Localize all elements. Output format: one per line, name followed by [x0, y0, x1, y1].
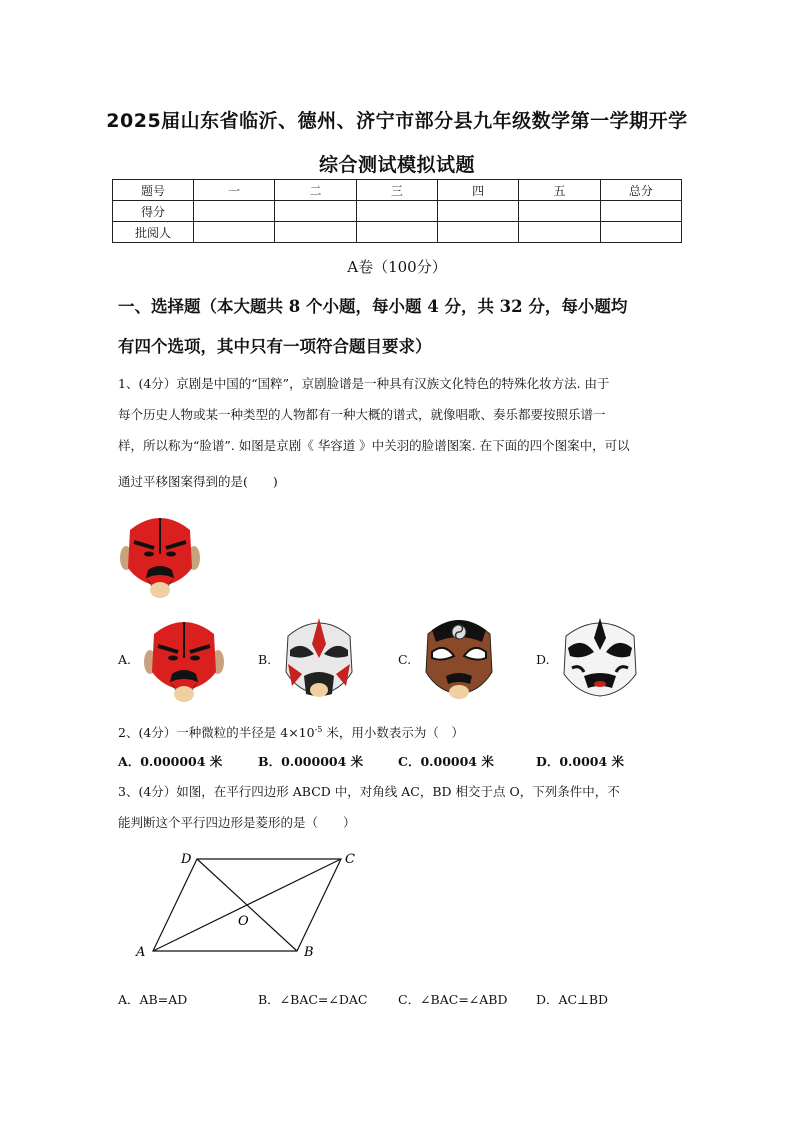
score-table-header	[113, 180, 682, 201]
vertex-label-c: C	[345, 852, 355, 867]
q1-line-2: 每个历史人物或某一种类型的人物都有一种大概的谱式，就像唱歌、奏乐都要按照乐谱一	[118, 407, 606, 422]
q1-option-b-label: B.	[258, 652, 272, 667]
title-line-1: 2025届山东省临沂、德州、济宁市部分县九年级数学第一学期开学	[106, 110, 688, 132]
table-cell: 五	[519, 180, 600, 201]
q2-option-b-text: B．0.000004 米	[258, 754, 364, 769]
table-row	[113, 222, 682, 243]
q1-option-d-mask-image[interactable]	[560, 614, 640, 702]
table-cell	[356, 222, 437, 243]
q2-option-a[interactable]	[118, 752, 222, 770]
table-cell	[437, 201, 518, 222]
table-cell: 批阅人	[113, 222, 194, 243]
reference-mask-image	[118, 508, 202, 600]
table-cell: 得分	[113, 201, 194, 222]
q2-option-b[interactable]	[258, 752, 363, 770]
diagonal-bd	[197, 859, 297, 951]
q1-option-c-label: C.	[398, 652, 412, 667]
table-cell	[437, 222, 518, 243]
table-cell	[194, 222, 275, 243]
q3-line-1: 3、(4分）如图，在平行四边形 ABCD 中，对角线 AC，BD 相交于点 O，下列条件中，不	[118, 784, 620, 799]
part1-heading-line-1: 一、选择题（本大题共 8 个小题，每小题 4 分，共 32 分，每小题均	[118, 297, 628, 316]
q2-text-before: 2、(4分）一种微粒的半径是 4×10	[118, 725, 315, 741]
q1-option-d-label: D.	[536, 652, 550, 667]
score-table	[112, 179, 682, 243]
q3-option-d[interactable]: D．AC⊥BD	[536, 992, 609, 1007]
q1-line-4: 通过平移图案得到的是( )	[118, 474, 278, 489]
q2-exponent: -5	[314, 725, 323, 734]
vertex-label-a: A	[136, 945, 146, 960]
table-cell	[275, 222, 356, 243]
q2-text-after: 米，用小数表示为（ ）	[322, 725, 464, 741]
q1-option-b-mask-image[interactable]	[282, 614, 356, 700]
q2-option-c-text: C．0.00004 米	[398, 754, 494, 769]
q3-line-2: 能判断这个平行四边形是菱形的是（ ）	[118, 815, 356, 830]
table-cell: 二	[275, 180, 356, 201]
table-cell: 三	[356, 180, 437, 201]
q2-option-a-text: A．0.000004 米	[118, 754, 223, 769]
intersection-label-o: O	[238, 914, 249, 929]
q2-question	[118, 714, 684, 748]
q1-option-c-mask-image[interactable]	[422, 612, 496, 704]
vertex-label-d: D	[181, 852, 192, 867]
table-row	[113, 201, 682, 222]
vertex-label-b: B	[304, 945, 314, 960]
table-cell	[194, 201, 275, 222]
title-line-2: 综合测试模拟试题	[318, 154, 475, 176]
table-cell: 题号	[113, 180, 194, 201]
table-cell	[356, 201, 437, 222]
q3-option-b[interactable]: B．∠BAC=∠DAC	[258, 992, 368, 1007]
q2-option-d[interactable]	[536, 752, 624, 770]
table-cell	[600, 222, 681, 243]
table-cell: 一	[194, 180, 275, 201]
q1-line-1: 1、(4分）京剧是中国的“国粹”，京剧脸谱是一种具有汉族文化特色的特殊化妆方法. 由于	[118, 376, 610, 391]
q1-option-a-mask-image[interactable]	[142, 612, 226, 704]
table-cell	[600, 201, 681, 222]
table-cell	[519, 201, 600, 222]
q1-option-a-label: A.	[118, 652, 132, 667]
part1-heading-line-2: 有四个选项，其中只有一项符合题目要求）	[118, 337, 432, 356]
q2-option-c[interactable]	[398, 752, 494, 770]
table-cell	[519, 222, 600, 243]
parallelogram-diagram	[120, 845, 370, 965]
q3-option-c[interactable]: C．∠BAC=∠ABD	[398, 992, 508, 1007]
table-cell: 四	[437, 180, 518, 201]
table-cell	[275, 201, 356, 222]
q3-option-a[interactable]: A．AB=AD	[118, 992, 188, 1007]
table-cell: 总分	[600, 180, 681, 201]
q2-option-d-text: D．0.0004 米	[536, 754, 625, 769]
q1-line-3: 样，所以称为“脸谱”. 如图是京剧《 华容道 》中关羽的脸谱图案. 在下面的四个图案中，可以	[118, 438, 630, 453]
section-title: A卷（100分）	[347, 258, 447, 276]
